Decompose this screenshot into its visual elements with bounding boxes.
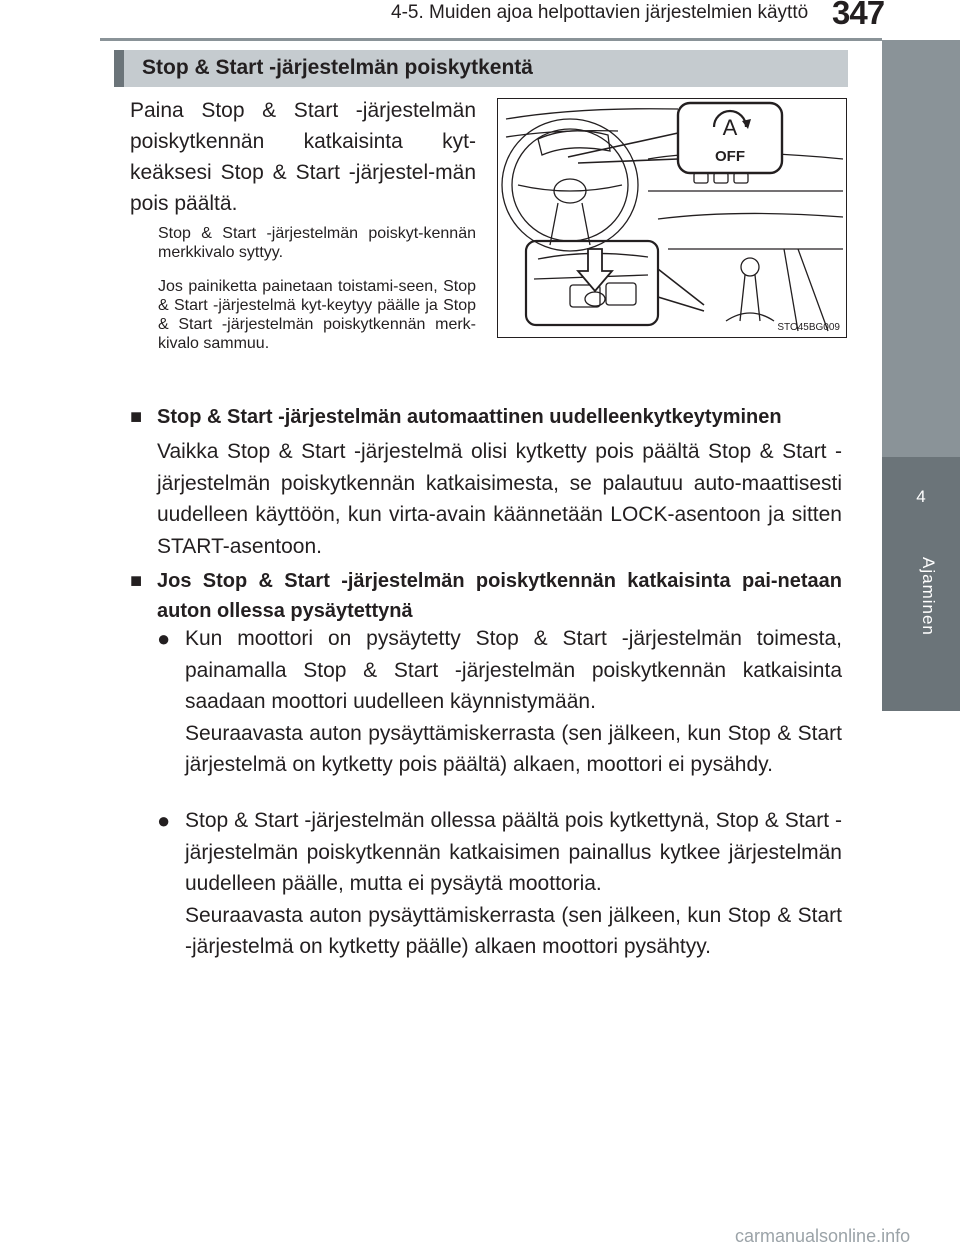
chapter-label: Ajaminen: [919, 557, 938, 636]
square-marker-icon: ■: [130, 570, 143, 592]
subheading-text: Jos Stop & Start -järjestelmän poiskytkennän katkaisinta pai-netaan auton ollessa pysäytettynä: [157, 570, 842, 622]
icon-off-label: OFF: [715, 148, 745, 165]
note-indicator-on: Stop & Start -järjestelmän poiskyt-kennän merkkivalo syttyy.: [158, 225, 476, 261]
note-press-again: Jos painiketta painetaan toistami-seen, Stop & Start -järjestelmä kyt-keytyy päälle ja Stop & Start -järjestelmän poiskytkennän merk-kivalo sammuu.: [158, 278, 476, 352]
bullet-text: [185, 805, 842, 963]
auto-reconnect-paragraph: Vaikka Stop & Start -järjestelmä olisi kytketty pois päältä Stop & Start -järjestelmän poiskytkennän katkaisimesta, se palautuu auto-maattisesti uudelleen käyttöön, kun virta-avain käännetään LOCK-asentoon ja sitten START-asentoon.: [157, 440, 842, 558]
bullet-text: [185, 623, 842, 781]
page-number: 347: [832, 0, 885, 31]
bullet-dot-icon: ●: [157, 808, 171, 833]
dashboard-drawing: [498, 99, 846, 337]
bullet-dot-icon: ●: [157, 626, 171, 651]
side-tab-upper: [882, 40, 960, 457]
chapter-number: 4: [916, 487, 926, 506]
footer-watermark: carmanualsonline.info: [735, 1226, 911, 1246]
bullet-main-text: Stop & Start -järjestelmän ollessa päältä pois kytkettynä, Stop & Start -järjestelmän poiskytkennän katkaisimen painallus kytkee järjestelmän uudelleen päälle, mutta ei pysäytä moottoria.: [185, 809, 842, 895]
figure-code: STO45BG009: [777, 322, 840, 333]
square-marker-icon: ■: [130, 406, 143, 428]
chapter-title: 4-5. Muiden ajoa helpottavien järjestelmien käyttö: [391, 2, 809, 23]
header-rule: [100, 38, 882, 41]
subheading-text: Stop & Start -järjestelmän automaattinen uudelleenkytkeytyminen: [157, 406, 782, 428]
bullet-extra-text: Seuraavasta auton pysäyttämiskerrasta (sen jälkeen, kun Stop & Start järjestelmä on kytketty pois päältä) alkaen, moottori ei pysähdy.: [185, 721, 842, 776]
dashboard-illustration: [497, 98, 847, 338]
bullet-main-text: Kun moottori on pysäytetty Stop & Start -järjestelmän toimesta, painamalla Stop & Start -järjestelmän poiskytkennän katkaisinta saadaan moottori uudelleen käynnistymään.: [185, 627, 842, 713]
section-title: Stop & Start -järjestelmän poiskytkentä: [142, 56, 533, 79]
icon-letter: A: [722, 115, 738, 140]
intro-paragraph: Paina Stop & Start -järjestelmän poiskytkennän katkaisinta kyt-keäksesi Stop & Start -järjestel-män pois päältä.: [130, 99, 476, 215]
section-heading-box: [114, 50, 848, 87]
bullet-extra-text: Seuraavasta auton pysäyttämiskerrasta (sen jälkeen, kun Stop & Start -järjestelmä on kytketty päälle) alkaen moottori pysähtyy.: [185, 903, 842, 958]
chapter-side-tab: [882, 457, 960, 711]
page-header: [0, 0, 960, 40]
